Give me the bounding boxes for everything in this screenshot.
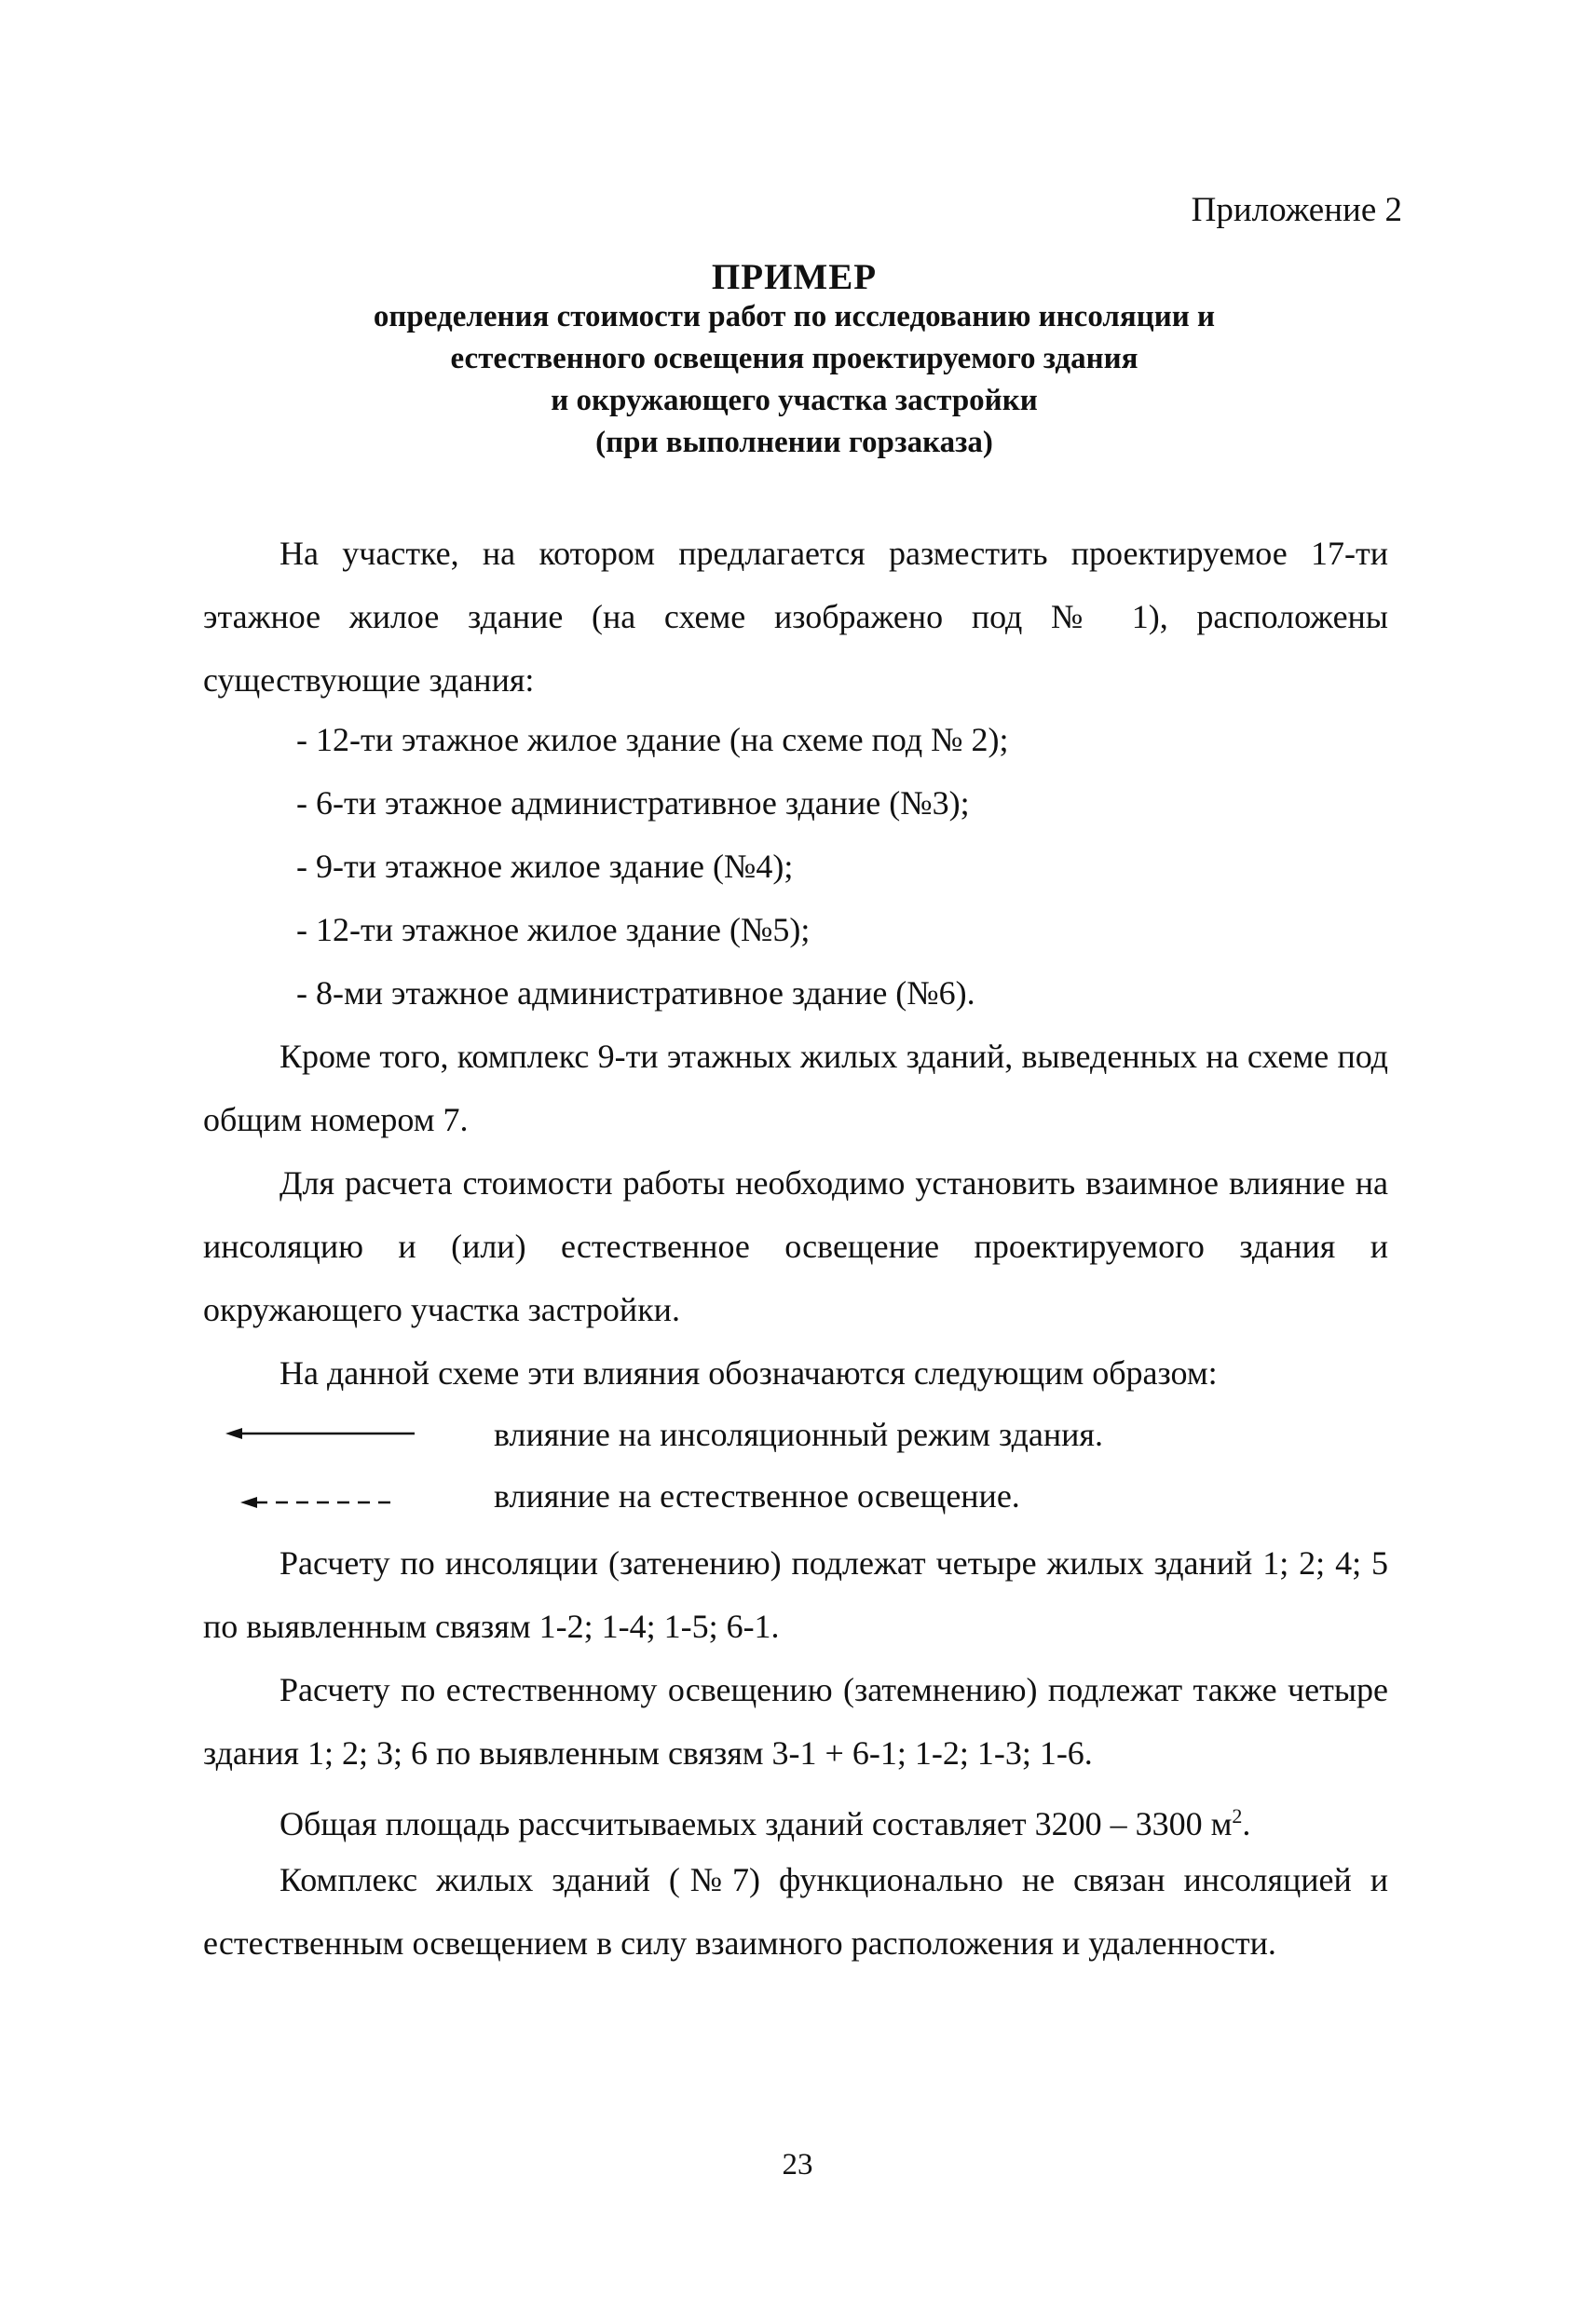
legend-row-lighting xyxy=(203,1468,1388,1524)
subtitle-line-4: (при выполнении горзаказа) xyxy=(595,426,993,459)
dashed-arrow-icon xyxy=(239,1488,434,1516)
building-list-item-2: - 12-ти этажное жилое здание (на схеме под № 2); xyxy=(296,721,1009,758)
page-subtitle xyxy=(200,296,1388,464)
page-title: ПРИМЕР xyxy=(711,257,878,297)
building-list-item-3: - 6-ти этажное административное здание (№3); xyxy=(296,784,970,822)
page-number: 23 xyxy=(782,2148,813,2181)
area-end: . xyxy=(1242,1805,1251,1842)
calculation-need-paragraph: Для расчета стоимости работы необходимо установить взаимное влияние на инсоляцию и (или) естественное освещение проектируемого здания и окружающего участка застройки. xyxy=(203,1164,1388,1328)
area-superscript: 2 xyxy=(1232,1804,1243,1828)
building-list-item-6: - 8-ми этажное административное здание (№6). xyxy=(296,974,975,1012)
area-text: Общая площадь рассчитываемых зданий составляет 3200 – 3300 м xyxy=(279,1805,1233,1842)
solid-arrow-icon xyxy=(224,1420,419,1447)
subtitle-line-2: естественного освещения проектируемого здания xyxy=(450,342,1138,375)
conclusion-paragraph: Комплекс жилых зданий (№7) функционально не связан инсоляцией и естественным освещением в силу взаимного расположения и удаленности. xyxy=(203,1861,1388,1962)
lighting-paragraph: Расчету по естественному освещению (затемнению) подлежат также четыре здания 1; 2; 3; 6 по выявленным связям 3-1 + 6-1; 1-2; 1-3; 1-6. xyxy=(203,1671,1388,1772)
legend-row-insolation xyxy=(203,1407,1388,1462)
area-paragraph xyxy=(203,1785,1388,1855)
appendix-label: Приложение 2 xyxy=(1191,191,1402,229)
legend-intro-paragraph: На данной схеме эти влияния обозначаются следующим образом: xyxy=(279,1354,1218,1392)
subtitle-line-3: и окружающего участка застройки xyxy=(551,384,1038,417)
building-list-item-4: - 9-ти этажное жилое здание (№4); xyxy=(296,848,794,885)
intro-paragraph: На участке, на котором предлагается разместить проектируемое 17-ти этажное жилое здание (на схеме изображено под № 1), расположены существующие здания: xyxy=(203,535,1388,699)
insolation-paragraph: Расчету по инсоляции (затенению) подлежат четыре жилых зданий 1; 2; 4; 5 по выявленным связям 1-2; 1-4; 1-5; 6-1. xyxy=(203,1544,1388,1645)
subtitle-line-1: определения стоимости работ по исследованию инсоляции и xyxy=(373,300,1216,333)
complex-paragraph: Кроме того, комплекс 9-ти этажных жилых зданий, выведенных на схеме под общим номером 7. xyxy=(203,1038,1388,1138)
legend-text-insolation: влияние на инсоляционный режим здания. xyxy=(494,1416,1103,1453)
legend-text-lighting: влияние на естественное освещение. xyxy=(494,1477,1020,1515)
building-list-item-5: - 12-ти этажное жилое здание (№5); xyxy=(296,911,811,948)
